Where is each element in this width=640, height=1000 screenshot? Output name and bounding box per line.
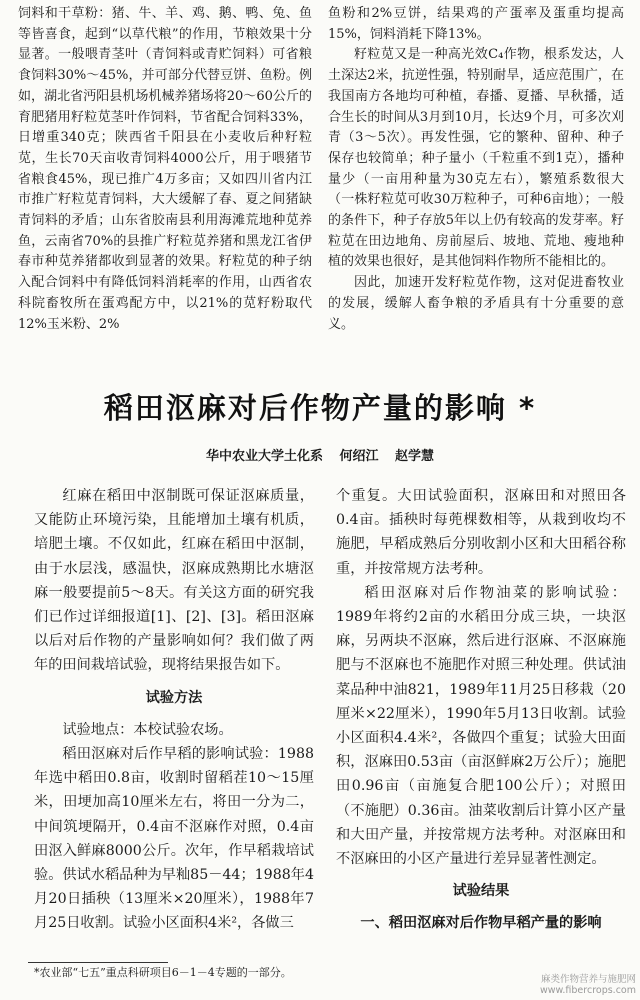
section-heading-methods: 试验方法 [145,689,203,706]
paragraph: 稻田沤麻对后作物油菜的影响试验：1989年将约2亩的水稻田分成三块，一块沤麻，另两块不沤麻，然后进行沤麻、不沤麻施肥与不沤麻也不施肥作对照三种处理。供试油菜品种中油821，1989年11月25日移栽（20厘米×22厘米），1990年5月13日收割。试验小区面积4.4米²，各做四个重复；试验大田面积，沤麻田0.53亩（亩沤鲜麻2万公斤）；施肥田0.96亩（亩施复合肥100公斤）；对照田（不施肥）0.36亩。油菜收割后计算小区产量和大田产量，并按常规方法考种。对沤麻田和不沤麻田的小区产量进行差异显著性测定。 [336,584,626,868]
paragraph: 稻田沤麻对后作早稻的影响试验：1988年选中稻田0.8亩，收割时留稻茬10～15厘米，田埂加高10厘米左右，将田一分为二，中间筑埂隔开，0.4亩不沤麻作对照，0.4亩田沤入鲜麻8000公斤。次年，作早稻栽培试验。供试水稻品种为早籼85－44；1988年4月20日插秧（13厘米×20厘米），1988年7月25日收割。试验小区面积4米²，各做三 [34,746,314,932]
body-left-column [34,484,314,948]
paragraph: 籽粒苋又是一种高光效C₄作物，根系发达，人土深达2米，抗逆性强，特别耐旱，适应范围广，在我国南方各地均可种植，春播、夏播、早秋播，适合生长的时间从3月到10月，长达9个月，可多次刈青（3～5次）。再发性强，它的繁种、留种、种子保存也较简单；种子量小（千粒重不到1克），播种量少（一亩用种量为30克左右），繁殖系数很大（一株籽粒苋可收30万粒种子，可种6亩地）；一般的条件下，种子存放5年以上仍有较高的发芽率。籽粒苋在田边地角、房前屋后、坡地、荒地、瘦地种植的效果也很好，是其他饲料作物所不能相比的。 [328,47,624,270]
author-line [0,445,640,464]
paragraph: 个重复。大田试验面积，沤麻田和对照田各0.4亩。插秧时每蔸棵数相等，从栽到收均不施肥，早稻成熟后分别收割小区和大田稻谷称重，并按常规方法考种。 [336,488,626,577]
paragraph: 试验地点：本校试验农场。 [62,721,233,738]
footnote: *农业部“七五”重点科研项目6－1－4专题的一部分。 [34,966,292,979]
author-name: 何绍江 [339,449,379,464]
watermark: 麻类作物营养与施肥网 www.fibercrops.com [539,974,636,996]
paragraph: 饲料和干草粉：猪、牛、羊、鸡、鹅、鸭、兔、鱼等皆喜食，起到“以草代粮”的作用，节粮效果十分显著。一般喂青茎叶（青饲料或青贮饲料）可省粮食饲料30%～45%，并可部分代替豆饼、鱼粉。例如，湖北省沔阳县机场机械养猪场将20～60公斤的育肥猪用籽粒苋茎叶作饲料，节省配合饲料33%，日增重340克；陕西省千阳县在小麦收后种籽粒苋，生长70天亩收青饲料4000公斤，用于喂猪节省粮食45%，现已推广4万多亩；又如四川省内江市推广籽粒苋青饲料，大大缓解了春、夏之间猪缺青饲料的矛盾；山东省胶南县利用海滩荒地种苋养鱼，云南省70%的县推广籽粒苋养猪和黑龙江省伊春市种苋养猪都收到显著的效果。籽粒苋的种子纳入配合饲料中有降低饲料消耗率的作用，山西省农科院畜牧所在蛋鸡配方中，以21%的苋籽粉取代12%玉米粉、2% [18,6,312,332]
top-left-column [18,4,312,344]
subsection-heading: 一、稻田沤麻对后作物早稻产量的影响 [360,915,602,932]
intro-paragraph: 红麻在稻田中沤制既可保证沤麻质量，又能防止环境污染，且能增加土壤有机质，培肥土壤。不仅如此，红麻在稻田中沤制，由于水层浅，感温快，沤麻成熟期比水塘沤麻一般要提前5～8天。有关这方面的研究我们已作过详细报道[1]、[2]、[3]。稻田沤麻以后对后作物的产量影响如何？我们做了两年的田间栽培试验，现将结果报告如下。 [34,488,314,674]
body-right-column [336,484,626,954]
paragraph: 因此，加速开发籽粒苋作物，这对促进畜牧业的发展，缓解人畜争粮的矛盾具有十分重要的意义。 [328,275,624,332]
footnote-divider [28,962,168,963]
article-title: 稻田沤麻对后作物产量的影响 * [103,391,537,425]
section-heading-results: 试验结果 [452,883,510,900]
affiliation: 华中农业大学土化系 [205,449,323,464]
paragraph: 鱼粉和2%豆饼，结果鸡的产蛋率及蛋重均提高15%，饲料消耗下降13%。 [328,6,624,42]
top-right-column [328,4,624,344]
author-name: 赵学慧 [395,449,435,464]
